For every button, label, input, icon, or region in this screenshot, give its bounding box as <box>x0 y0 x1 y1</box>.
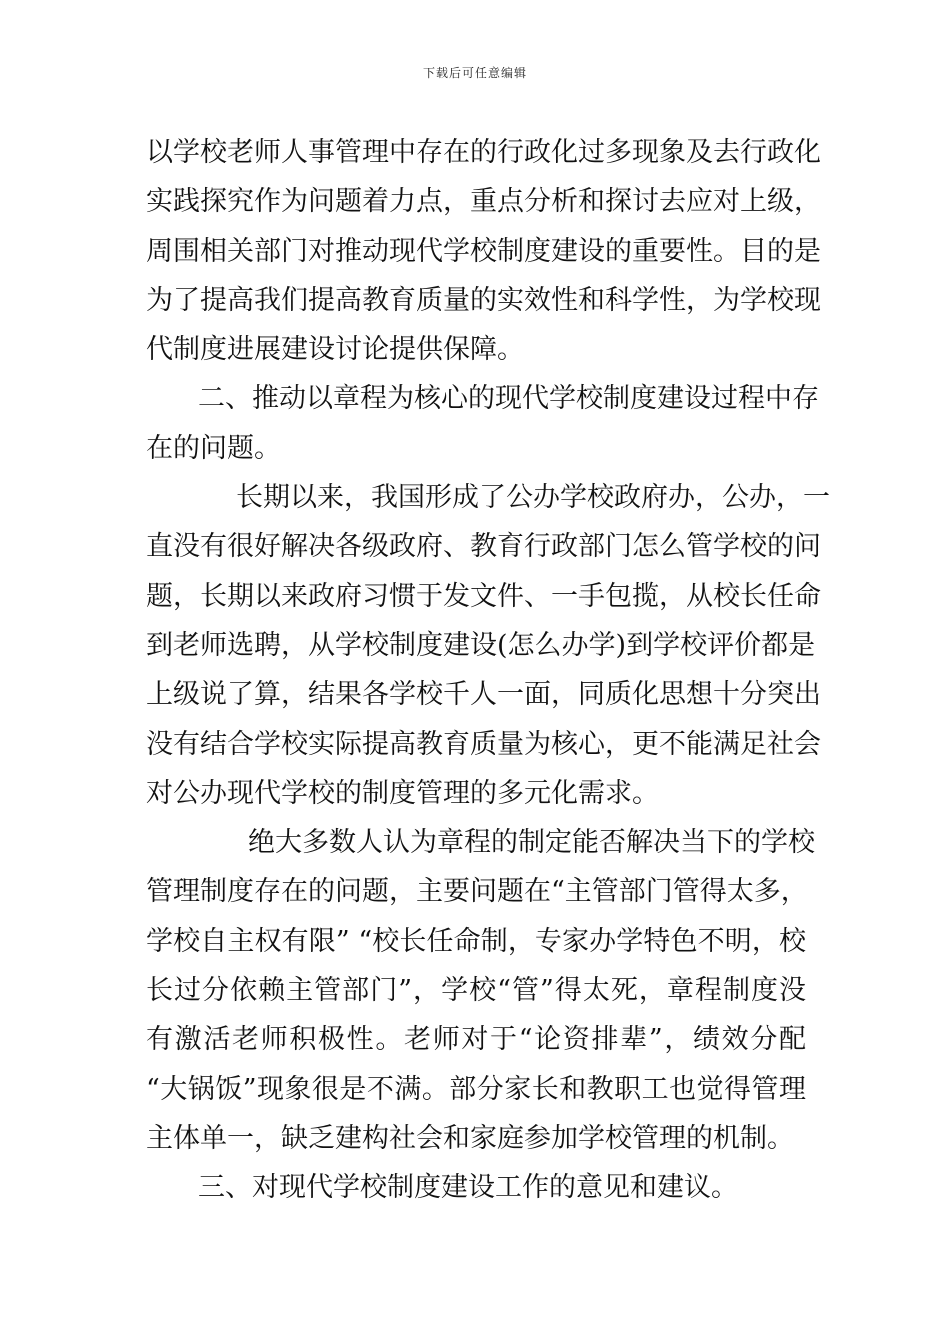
section-heading: 三、对现代学校制度建设工作的意见和建议。 <box>198 1172 738 1204</box>
paragraph-line: 管理制度存在的问题，主要问题在“主管部门管得太多， <box>146 876 808 908</box>
paragraph-line: 直没有很好解决各级政府、教育行政部门怎么管学校的问 <box>146 531 821 563</box>
paragraph-line: 长过分依赖主管部门”，学校“管”得太死，章程制度没 <box>146 975 806 1007</box>
paragraph-line: “大锅饭”现象很是不满。部分家长和教职工也觉得管理 <box>146 1073 806 1105</box>
paragraph-line: 上级说了算，结果各学校千人一面，同质化思想十分突出 <box>146 679 821 711</box>
paragraph-line: 长期以来，我国形成了公办学校政府办，公办，一 <box>236 482 830 514</box>
paragraph-line: 实践探究作为问题着力点，重点分析和探讨去应对上级， <box>146 186 821 218</box>
paragraph-line: 绝大多数人认为章程的制定能否解决当下的学校 <box>248 827 815 859</box>
paragraph-line: 没有结合学校实际提高教育质量为核心，更不能满足社会 <box>146 728 821 760</box>
paragraph-line: 有激活老师积极性。老师对于“论资排辈”，绩效分配 <box>146 1024 806 1056</box>
paragraph-line: 以学校老师人事管理中存在的行政化过多现象及去行政化 <box>146 137 821 168</box>
paragraph-line: 题，长期以来政府习惯于发文件、一手包揽，从校长任命 <box>146 580 821 612</box>
paragraph-line: 对公办现代学校的制度管理的多元化需求。 <box>146 777 659 809</box>
paragraph-line: 为了提高我们提高教育质量的实效性和科学性，为学校现 <box>146 284 821 316</box>
page-header: 下载后可任意编辑 <box>422 66 527 80</box>
section-heading: 在的问题。 <box>146 432 281 464</box>
paragraph-line: 代制度进展建设讨论提供保障。 <box>146 334 524 366</box>
paragraph-line: 周围相关部门对推动现代学校制度建设的重要性。目的是 <box>146 235 821 267</box>
section-heading: 二、推动以章程为核心的现代学校制度建设过程中存 <box>198 383 819 415</box>
paragraph-line: 到老师选聘，从学校制度建设(怎么办学)到学校评价都是 <box>146 629 816 661</box>
document-body <box>146 128 830 1213</box>
paragraph-line: 学校自主权有限” “校长任命制，专家办学特色不明，校 <box>146 925 806 957</box>
paragraph-line: 主体单一，缺乏建构社会和家庭参加学校管理的机制。 <box>146 1122 794 1154</box>
